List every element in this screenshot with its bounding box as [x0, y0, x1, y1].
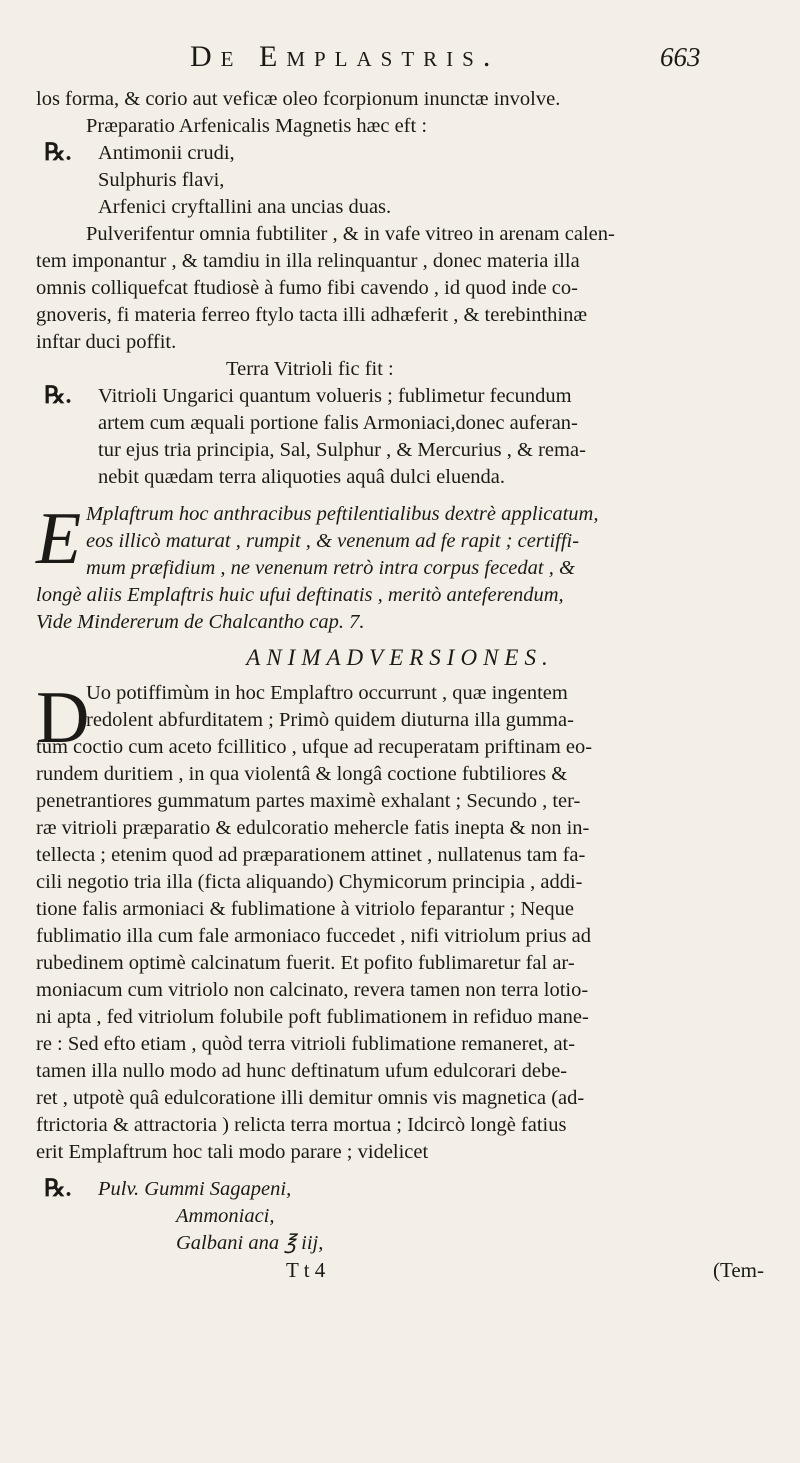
paragraph-line: mum præfidium , ne venenum retrò intra corpus fecedat , &	[86, 557, 575, 579]
paragraph-line: rundem duritiem , in qua violentâ & longâ coctione fubtiliores &	[36, 763, 568, 785]
recipe-text: nebit quædam terra aliquoties aquâ dulci eluenda.	[98, 466, 506, 488]
paragraph-line: ræ vitrioli præparatio & edulcoratio mehercle fatis inepta & non in-	[36, 817, 590, 839]
paragraph-line: moniacum cum vitriolo non calcinato, revera tamen non terra lotio-	[36, 979, 589, 1001]
paragraph-line: tellecta ; etenim quod ad præparationem attinet , nullatenus tam fa-	[36, 844, 586, 866]
paragraph-line: rubedinem optimè calcinatum fuerit. Et pofito fublimaretur fal ar-	[36, 952, 575, 974]
emplastrum-paragraph	[36, 498, 764, 582]
preparation-title: Præparatio Arfenicalis Magnetis hæc eft :	[86, 115, 428, 137]
paragraph-line: gnoveris, fi materia ferreo ftylo tacta illi adhæferit , & terebinthinæ	[36, 304, 588, 326]
page-number: 663	[660, 42, 701, 72]
paragraph-line: redolent abfurditatem ; Primò quidem diuturna illa gumma-	[86, 709, 574, 731]
recipe-line	[36, 140, 764, 167]
recipe-ingredient: Arfenici cryftallini ana uncias duas.	[98, 196, 392, 218]
running-header	[0, 34, 800, 78]
paragraph-line: ret , utpotè quâ edulcoratione illi demitur omnis vis magnetica (ad-	[36, 1087, 585, 1109]
page-footer	[36, 1257, 764, 1284]
paragraph-line: tum coctio cum aceto fcillitico , ufque ad recuperatam priftinam eo-	[36, 736, 593, 758]
opening-line: los forma, & corio aut veficæ oleo fcorpionum inunctæ involve.	[36, 88, 561, 110]
paragraph-line: erit Emplaftrum hoc tali modo parare ; videlicet	[36, 1141, 429, 1163]
paragraph-line: Pulverifentur omnia fubtiliter , & in vafe vitreo in arenam calen-	[86, 223, 615, 245]
terra-vitrioli-title: Terra Vitrioli fic fit :	[226, 358, 394, 380]
drop-cap: E	[36, 498, 82, 580]
recipe-text: tur ejus tria principia, Sal, Sulphur , & Mercurius , & rema-	[98, 439, 586, 461]
paragraph-line: penetrantiores gummatum partes maximè exhalant ; Secundo , ter-	[36, 790, 581, 812]
paragraph-line: ftrictoria & attractoria ) relicta terra mortua ; Idcircò longè fatius	[36, 1114, 567, 1136]
paragraph-line: tione falis armoniaci & fublimatione à vitriolo feparantur ; Neque	[36, 898, 574, 920]
recipe-line	[36, 1176, 764, 1203]
paragraph-line: re : Sed efto etiam , quòd terra vitrioli fublimatione remaneret, at-	[36, 1033, 576, 1055]
paragraph-line: omnis colliquefcat ftudiosè à fumo fibi cavendo , id quod inde co-	[36, 277, 578, 299]
recipe-ingredient: Sulphuris flavi,	[98, 169, 225, 191]
main-text	[36, 86, 764, 1284]
recipe-ingredient: Galbani ana ℥ iij,	[176, 1232, 324, 1254]
recipe-line	[36, 383, 764, 410]
signature-mark: T t 4	[286, 1258, 326, 1282]
paragraph-line: Vide Mindererum de Chalcantho cap. 7.	[36, 611, 365, 633]
running-title: De Emplastris.	[190, 40, 500, 73]
recipe-text: artem cum æquali portione falis Armoniaci,donec auferan-	[98, 412, 578, 434]
paragraph-line: cili negotio tria illa (ficta aliquando) Chymicorum principia , addi-	[36, 871, 583, 893]
paragraph-line: longè aliis Emplaftris huic ufui deftinatis , meritò anteferendum,	[36, 584, 564, 606]
recipe-symbol: ℞.	[44, 1176, 72, 1202]
recipe-ingredient: Pulv. Gummi Sagapeni,	[98, 1178, 292, 1200]
section-heading: ANIMADVERSIONES.	[246, 645, 554, 670]
paragraph-line: inftar duci poffit.	[36, 331, 177, 353]
paragraph-line: tamen illa nullo modo ad hunc deftinatum ufum edulcorari debe-	[36, 1060, 568, 1082]
catchword: (Tem-	[712, 1258, 764, 1282]
paragraph-line: fublimatio illa cum fale armoniaco fuccedet , nifi vitriolum prius ad	[36, 925, 592, 947]
paragraph-line: Uo potiffimùm in hoc Emplaftro occurrunt , quæ ingentem	[86, 682, 568, 704]
recipe-symbol: ℞.	[44, 140, 72, 166]
recipe-ingredient: Antimonii crudi,	[98, 142, 235, 164]
recipe-ingredient: Ammoniaci,	[176, 1205, 275, 1227]
paragraph-line: Mplaftrum hoc anthracibus peftilentialibus dextrè applicatum,	[86, 503, 599, 525]
drop-cap: D	[36, 677, 90, 759]
recipe-symbol: ℞.	[44, 383, 72, 409]
paragraph-line: ni apta , fed vitriolum folubile poft fublimationem in refiduo mane-	[36, 1006, 589, 1028]
recipe-text: Vitrioli Ungarici quantum volueris ; fublimetur fecundum	[98, 385, 572, 407]
paragraph-line: tem imponantur , & tamdiu in illa relinquantur , donec materia illa	[36, 250, 580, 272]
paragraph-line: eos illicò maturat , rumpit , & venenum ad fe rapit ; certiffi-	[86, 530, 580, 552]
